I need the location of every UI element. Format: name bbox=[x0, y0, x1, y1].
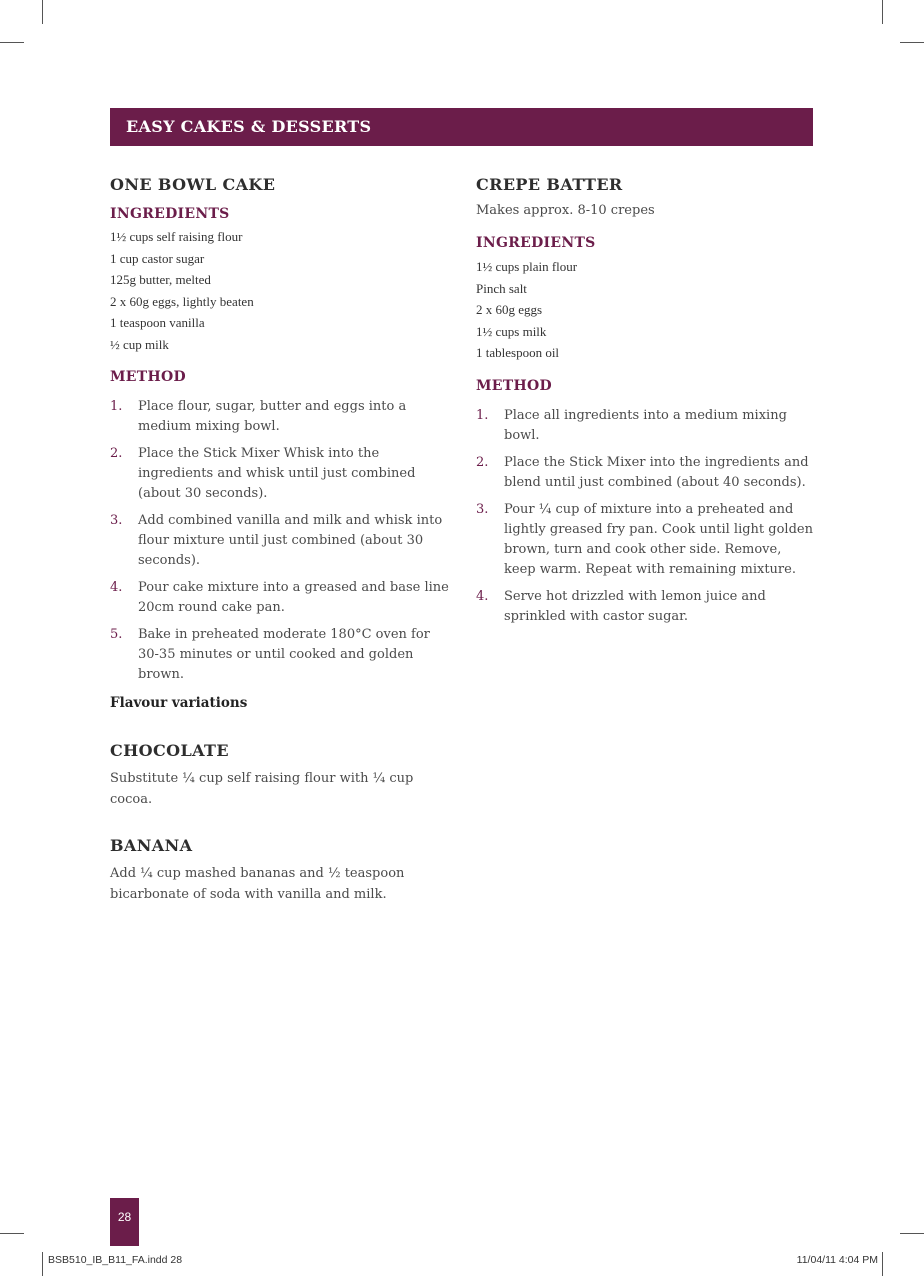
method-step bbox=[476, 500, 816, 580]
method-step bbox=[110, 511, 450, 571]
method-steps bbox=[110, 397, 450, 685]
step-number: 1. bbox=[110, 399, 123, 414]
banana-text: Add ¼ cup mashed bananas and ½ teaspoon bicarbonate of soda with vanilla and milk. bbox=[110, 866, 405, 902]
step-text: Place all ingredients into a medium mixing bowl. bbox=[504, 407, 787, 443]
crop-mark bbox=[900, 1233, 924, 1234]
one-bowl-cake-column bbox=[110, 175, 450, 905]
flavour-variations-label: Flavour variations bbox=[110, 695, 248, 711]
method-heading: METHOD bbox=[110, 369, 186, 385]
method-step bbox=[476, 587, 816, 627]
ingredients-heading: INGREDIENTS bbox=[476, 235, 596, 251]
ingredient-item: ½ cup milk bbox=[110, 336, 169, 352]
ingredient-item: 2 x 60g eggs bbox=[476, 302, 543, 317]
method-step bbox=[110, 444, 450, 504]
section-header: EASY CAKES & DESSERTS bbox=[110, 108, 813, 146]
file-slug: BSB510_IB_B11_FA.indd 28 bbox=[48, 1254, 183, 1266]
step-text: Pour cake mixture into a greased and base line 20cm round cake pan. bbox=[138, 580, 449, 615]
crop-mark bbox=[42, 1252, 43, 1276]
crop-mark bbox=[900, 42, 924, 43]
step-text: Serve hot drizzled with lemon juice and sprinkled with castor sugar. bbox=[504, 588, 766, 624]
step-number: 2. bbox=[110, 446, 123, 461]
crepe-batter-column bbox=[476, 175, 816, 634]
ingredient-item: 125g butter, melted bbox=[110, 272, 211, 287]
date-slug: 11/04/11 4:04 PM bbox=[796, 1254, 878, 1266]
ingredients-list bbox=[476, 256, 816, 364]
step-number: 3. bbox=[110, 513, 123, 528]
step-number: 4. bbox=[110, 580, 123, 595]
banana-title: BANANA bbox=[110, 836, 193, 855]
method-step bbox=[110, 578, 450, 618]
ingredient-item: 2 x 60g eggs, lightly beaten bbox=[110, 293, 254, 309]
step-text: Bake in preheated moderate 180°C oven for 30-35 minutes or until cooked and golden brown. bbox=[138, 627, 430, 682]
crop-mark bbox=[882, 1252, 883, 1276]
page-number-tab: 28 bbox=[110, 1198, 139, 1246]
step-number: 3. bbox=[476, 501, 489, 517]
ingredients-list bbox=[110, 226, 450, 355]
ingredients-heading: INGREDIENTS bbox=[110, 206, 230, 222]
ingredient-item: Pinch salt bbox=[476, 280, 527, 296]
ingredient-item: 1½ cups milk bbox=[476, 323, 547, 339]
ingredient-item: 1½ cups plain flour bbox=[476, 259, 578, 274]
step-number: 2. bbox=[476, 454, 489, 470]
step-text: Place the Stick Mixer Whisk into the ingredients and whisk until just combined (about 30 seconds). bbox=[138, 446, 416, 501]
step-number: 4. bbox=[476, 588, 489, 604]
method-step bbox=[110, 397, 450, 437]
crop-mark bbox=[0, 42, 24, 43]
ingredient-item: 1 teaspoon vanilla bbox=[110, 315, 205, 330]
chocolate-title: CHOCOLATE bbox=[110, 741, 229, 760]
method-steps bbox=[476, 406, 816, 627]
step-text: Place flour, sugar, butter and eggs into a medium mixing bowl. bbox=[138, 399, 407, 434]
recipe-title: ONE BOWL CAKE bbox=[110, 175, 276, 194]
method-step bbox=[476, 453, 816, 493]
method-step bbox=[476, 406, 816, 446]
recipe-title: CREPE BATTER bbox=[476, 175, 623, 194]
crop-mark bbox=[882, 0, 883, 24]
chocolate-text: Substitute ¼ cup self raising flour with ¼ cup cocoa. bbox=[110, 771, 414, 807]
step-number: 5. bbox=[110, 627, 123, 642]
step-text: Add combined vanilla and milk and whisk into flour mixture until just combined (about 30 seconds). bbox=[138, 513, 443, 568]
step-number: 1. bbox=[476, 407, 489, 423]
crop-mark bbox=[42, 0, 43, 24]
method-step bbox=[110, 625, 450, 685]
recipe-yield: Makes approx. 8-10 crepes bbox=[476, 203, 655, 218]
step-text: Place the Stick Mixer into the ingredients and blend until just combined (about 40 seconds). bbox=[504, 454, 809, 490]
ingredient-item: 1½ cups self raising flour bbox=[110, 229, 243, 244]
ingredient-item: 1 cup castor sugar bbox=[110, 250, 205, 266]
crop-mark bbox=[0, 1233, 24, 1234]
ingredient-item: 1 tablespoon oil bbox=[476, 345, 560, 360]
method-heading: METHOD bbox=[476, 377, 552, 394]
step-text: Pour ¼ cup of mixture into a preheated and lightly greased fry pan. Cook until light golden brown, turn and cook other side. Remove, keep warm. Repeat with remaining mixture. bbox=[504, 501, 813, 577]
